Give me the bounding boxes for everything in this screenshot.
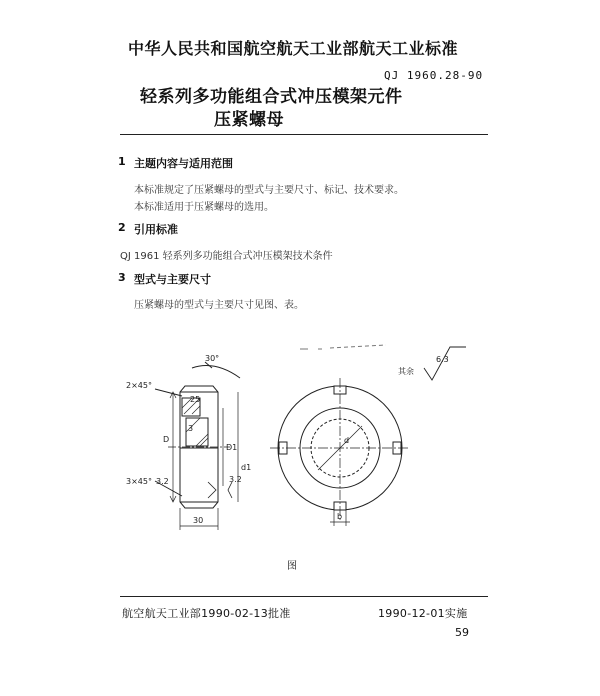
- dimension-label: D: [163, 435, 170, 444]
- paragraph: 本标准适用于压紧螺母的选用。: [134, 202, 274, 213]
- issue-date: 航空航天工业部1990-02-13批准: [122, 607, 291, 620]
- section-title: 型式与主要尺寸: [134, 273, 211, 286]
- chamfer-label: 2×45°: [126, 381, 152, 390]
- section-number: 2: [118, 221, 126, 234]
- roughness-label: 3.2: [229, 475, 242, 484]
- section-number: 1: [118, 155, 126, 168]
- standard-header: 中华人民共和国航空航天工业部航天工业标准: [128, 39, 459, 58]
- dimension-label: d1: [241, 463, 252, 472]
- figure-caption: 图: [287, 561, 297, 572]
- roughness-label: 其余: [398, 367, 414, 376]
- dimension-label: D1: [226, 443, 238, 452]
- reference-standard: QJ 1961 轻系列多功能组合式冲压模架技术条件: [120, 251, 333, 262]
- angle-label: 30°: [205, 354, 220, 363]
- section-title: 引用标准: [134, 223, 178, 236]
- section-number: 3: [118, 271, 126, 284]
- paragraph: 本标准规定了压紧螺母的型式与主要尺寸、标记、技术要求。: [134, 185, 404, 196]
- dimension-label: 25: [190, 395, 201, 404]
- implementation-date: 1990-12-01实施: [378, 607, 468, 620]
- document-subtitle: 压紧螺母: [214, 110, 284, 130]
- document-title: 轻系列多功能组合式冲压模架元件: [140, 87, 403, 107]
- footer-rule: [120, 596, 488, 597]
- dimension-label: d: [344, 436, 350, 445]
- section-title: 主题内容与适用范围: [134, 157, 233, 170]
- roughness-label: 6.3: [436, 355, 449, 364]
- dimension-label: 30: [193, 516, 204, 525]
- page-number: 59: [455, 626, 469, 639]
- chamfer-label: 3×45°: [126, 477, 152, 486]
- standard-code: QJ 1960.28-90: [384, 69, 484, 82]
- dimension-label: 3: [188, 424, 194, 433]
- dimension-label: b: [337, 512, 343, 521]
- paragraph: 压紧螺母的型式与主要尺寸见图、表。: [134, 300, 304, 311]
- roughness-label: 3.2: [156, 477, 169, 486]
